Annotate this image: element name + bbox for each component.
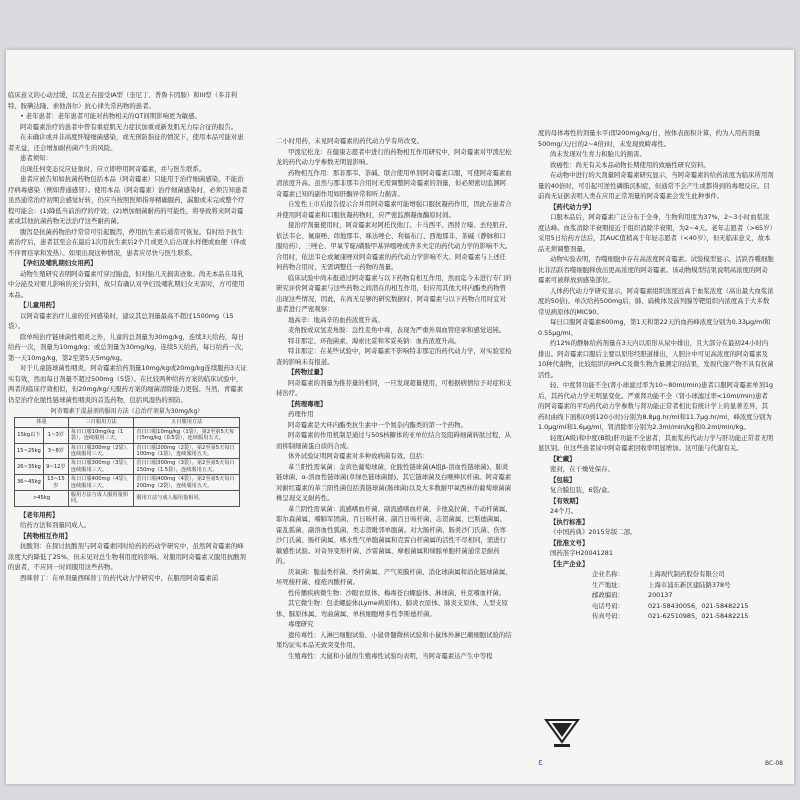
info-label: 电话号码： [592,601,624,610]
paragraph: 轻、中度肾功能不全(肾小球滤过率为10~80ml/min)患者口服阿奇霉素单剂1g后，其药代动力学无明显变化。严重肾功能不全（肾小球滤过率<10ml/min)患者的阿奇霉素的平均药代动力学参数与肾功能正常者相比有统计学上的显著差异，其药时曲线下面积(0到120小时)分别为8.8μg.hr/ml和11.7μg.hr/ml，峰浓度分别为1.0μg/ml和1.6μg/ml，肾清除率分别为2.3ml/min/kg和0.2ml/min/kg。 [538,381,774,431]
section-heading-pharmacokinetics: 【药代动力学】 [550,202,595,211]
paragraph: 地高辛：地高辛的血药浓度升高。 [288,315,384,324]
table-cell: 首日口服300mg（3袋），第2至第5天每日150mg（1.5袋），连续服用五天。 [134,459,240,475]
section-heading-manufacturer: 【生产企业】 [550,559,589,568]
manufacturer-info-row [538,590,774,601]
table-header-cell: 五日服用方法 [134,418,240,427]
column-left [8,90,248,780]
paragraph: 口服本品后，阿奇霉素广泛分布于全身，生物利用度为37%，2~3小时血浆浓度达峰。血浆消除半衰期接近于组织消除半衰期，为2~4天。老年志愿者（>65岁）采用5日给药方法后，其AUC值稍高于年轻志愿者（<40岁），但无临床意义，故本品无须调整剂量。 [538,213,773,253]
paragraph: 复合膜包装，6袋/盒。 [550,486,614,494]
ink-mark: ε [538,758,543,768]
table-cell: 每日口服400mg（4袋），连续服用三天。 [68,475,134,491]
paragraph: 厌氧菌：脆弱类杆菌、类杆菌属、产气荚膜杆菌、消化球菌属和消化链球菌属、坏死梭杆菌、痤疮丙酸杆菌。 [276,567,512,586]
paragraph: 革兰阴性需氧菌：流感嗜血杆菌、副流感嗜血杆菌、卡他莫拉菌、不动杆菌属、耶尔森菌属、嗜肺军团菌、百日咳杆菌、副百日咳杆菌、志贺菌属、巴斯德菌属、霍乱弧菌、副溶血性弧菌、类志贺毗邻单胞菌。对大肠杆菌、肠炎沙门氏菌、伤寒沙门氏菌、肠杆菌属、嗜水性气单胞菌属和克雷白杆菌属的活性不尽相同，需进行敏感性试验。对奇异变形杆菌、沙雷菌属、摩根菌属和绿脓单胞杆菌通常是耐药的。 [276,504,512,565]
paragraph: 对于儿童链球菌性咽炎，阿奇霉素给药剂量10mg/kg或20mg/kg连续服药3天证实有效，然而每日剂量不超过500mg（5袋）。在比较两种给药方案的临床试验中，两者的临床疗效相似，但20mg/kg/天服药方案的细菌清除能力更强。当然，青霉素仍是治疗化脓性链球菌性咽炎的首选药物，包括风湿热的预防。 [8,364,247,404]
paragraph: 在未确诊或并非高度怀疑细菌感染，或无预防指征的情况下，使用本品可能对患者无益，还会增加耐药菌产生的风险。 [8,133,244,152]
paragraph: 患者应被告知如抗菌药物包括本品（阿奇霉素）只能用于治疗细菌感染，不能治疗病毒感染（例如普通感冒）。使用本品（阿奇霉素）治疗细菌感染时，必须告知患者虽然通常治疗初期会感觉好转，仍应当按照医师指导精确服药，漏服或未完成整个疗程可能会：(1)降低当前治疗的疗效；(2)增加细菌耐药的可能性，将导致将来阿奇霉素或其他抗菌药物无法治疗这些耐药菌。 [8,175,248,225]
section-heading-standard: 【执行标准】 [550,517,589,526]
subheading: 药理作用 [288,410,314,418]
paragraph: 抗酸剂：在探讨抗酸剂与阿奇霉素同时给药的药动学研究中，虽然阿奇霉素的峰浓度大约降低了25%，但未见对总生物利用度的影响。对服用阿奇霉素又服用抗酸剂的患者，不应同一时间服用这些药物。 [8,542,246,572]
table-cell: 服用方法与成人服用量相同。 [134,491,240,507]
paragraph: 遗传毒性：人淋巴细胞试验、小鼠骨髓微核试验和小鼠体外淋巴瘤细胞试验的结果均证实本品无致突变作用。 [276,630,512,649]
info-label: 企业名称： [592,570,624,578]
paragraph: • 老年患者：老年患者可能对药物相关的QT间期影响更为敏感。 [20,112,201,120]
paragraph: 阿奇霉素是大环内酯类抗生素中一个氮杂内酯类的第一个药物。 [288,420,467,429]
table-row [15,491,240,507]
paragraph: 每日口服阿奇霉素600mg，第1天和第22天的血药峰浓度分别为0.33μg/ml和0.55μg/ml。 [538,318,771,337]
paragraph: 临床试验中尚未报道过阿奇霉素与以下药物有相互作用，然而迄今未进行专门的研究评价阿奇霉素与这些药物之间潜在的相互作用，但应用其他大环内酯类药物曾出现这些情况，因此，在尚无足够的研究数据时，阿奇霉素与以下药物合用时宜对患者进行严密观察： [276,273,512,313]
table-cell: 15kg以下 [15,427,44,443]
paragraph: 特非那定、环孢菌素、海索比妥和苯妥英钠：血药浓度升高。 [288,336,461,345]
table-cell: 每日口服10mg/kg（1袋），连续服用三天。 [68,427,134,443]
section-heading-approval-number: 【批准文号】 [550,538,589,547]
info-value: 021-58430056，021-58482215 [648,601,749,610]
table-header-cell: 三日服用方法 [68,418,134,427]
paragraph: 阿奇霉素的作用机制是通过与50S核糖体的亚单位结合及阻碍细菌转肽过程，从而抑制细菌蛋白质的合成。 [276,431,512,450]
table-cell: >45kg [15,491,69,507]
section-heading-pregnancy: 【孕妇及哺乳期妇女用药】 [20,259,97,267]
section-heading-interactions: 【药物相互作用】 [20,531,72,540]
section-heading-validity: 【有效期】 [550,496,582,505]
table-row [15,427,240,443]
table-cell: 13~15岁 [43,475,68,491]
table-cell: 36~45kg [15,475,44,491]
paragraph: 致癌性：尚无有关本品动物长期使用的致癌性研究资料。 [550,160,710,169]
paragraph: 轻度(A级)和中度(B级)肝功能不全患者，其血浆药代动力学与肝功能正常者无明显区别。但这些患者尿中阿奇霉素回收率明显增加。这可能与代谢有关。 [538,433,774,452]
paragraph: 阿奇霉素治疗的患者中曾有重症肌无力症状加重或新发肌无力综合征的报告。 [20,122,238,131]
section-heading-pharmacology: 【药理毒理】 [288,399,327,408]
table-cell: 1~3岁 [43,427,68,443]
info-label: 邮政编码： [592,591,624,599]
paragraph: 生殖毒性：大鼠和小鼠的生殖毒性试验均表明，当阿奇霉素达产生中等程 [288,651,493,660]
paragraph: 临床意义的心动过缓，以及正在接受IA型（奎尼丁、普鲁卡因胺）和III型（多非利特、胺碘达隆、索他洛尔）抗心律失常药物的患者。 [8,91,238,110]
paragraph: 二小时用药，未见阿奇霉素的药代动力学有所改变。 [276,137,423,145]
section-heading-package: 【包装】 [550,475,576,484]
table-cell: 首日口服200mg（2袋），第2至第5天每日100mg（1袋），连续服用五天。 [134,443,240,459]
info-label: 生产地址： [592,580,624,589]
column-middle [276,136,512,776]
paragraph: 特非那定：在某些试验中，阿奇霉素不影响特非那定的药代动力学，对实验室检查的影响未有报道。 [276,347,512,366]
paragraph: 体外试验证明阿奇霉素对多种致病菌有效。包括： [288,452,429,460]
paragraph: 性传播疾病微生物：沙眼衣原体、梅毒苍白螺旋体、淋球菌、杜克嗜血杆菌。 [288,588,506,597]
info-value: 200137 [648,591,673,599]
insert-code: BC-08 [765,760,783,767]
paragraph: 在动物中进行的大剂量阿奇霉素研究显示，当阿奇霉素的给药浓度为临床所用剂量的40倍时，可引起可逆性磷脂沉积症，但通常不会产生或都得到的毒理反应。目前尚无证据表明人类在应用正常剂量的阿奇霉素会发生此种事件。 [538,171,774,200]
table-cell: 每日口服200mg（2袋），连续服用三天。 [68,443,134,459]
paragraph: 自发性上市后报告提示合并用阿奇霉素可能增强口服抗凝药作用，因此在患者合并使用阿奇霉素和口服抗凝药物时，应严密监测凝血酶原时间。 [276,200,512,219]
paragraph: 以阿奇霉素治疗儿童的任何感染时，建议其总剂量最高不超过1500mg（15袋）。 [8,311,234,330]
table-row [15,443,240,459]
manufacturer-info-row [538,611,774,622]
table-cell: 3~8岁 [43,443,68,459]
dosage-table-title: 阿奇霉素干混悬剂的服用方法（总治疗剂量为30mg/kg） [50,408,204,415]
paragraph: 甲泼尼松龙：在健康志愿者中进行的药物相互作用研究中，阿奇霉素对甲泼尼松龙的药代动力学参数无明显影响。 [276,147,512,166]
table-cell: 首日口服400mg（4袋），第2至第5天每日200mg（2袋），连续服用五天。 [134,475,240,491]
paragraph: 尚未发现对生育力和胎儿的损害。 [550,150,646,158]
paragraph: 动物生殖研究表明阿奇霉素可穿过胎盘，但对胎儿无损害迹象。尚无本品在母乳中分泌及对婴儿影响的充分资料，故只有确认对孕妇及哺乳期妇女无害时，方可使用本品。 [8,269,245,299]
paragraph: 毒理研究 [288,620,314,628]
section-heading-elderly: 【老年用药】 [20,510,59,519]
table-row [15,459,240,475]
paragraph: 接治疗剂量使用时，阿奇霉素对阿托伐他汀、卡马西平、西替立嗪、去羟肌苷、依法韦仑、氟康唑、茚地那韦、咪达唑仑、利福布汀、西地那非、茶碱（静脉和口服给药）、三唑仑、甲氧苄啶/磺胺甲基异噁唑或齐多夫定的药代动力学的影响不大。合用时，依法韦仑或氟康唑对阿奇霉素的药代动力学影响不大。阿奇霉素与上述任何药物合用时，无需调整任一药物的剂量。 [276,221,512,271]
info-label: 传真号码： [592,612,624,620]
dosage-table [14,408,240,507]
table-row [15,475,240,491]
manufacturer-info-row [538,580,774,591]
info-value: 上海市浦东新区建陆路378号 [648,580,731,589]
info-value: 021-62510985，021-58482215 [648,612,749,620]
info-value: 上海现代制药股份有限公司 [648,570,725,578]
table-cell: 15~25kg [15,443,44,459]
paragraph: 约12%的静脉给药剂量在3天内以原形从尿中排出，且大部分在最初24小时内排出。阿奇霉素口服后主要以原形经胆道排出，人胆汁中可见高浓度的阿奇霉素及10种代谢物，比较组织的HPLC及微生物含量测定的结果，发现代谢产物不具有抗菌活性。 [538,339,774,379]
table-cell: 每日口服300mg（3袋），连续服用三天。 [68,459,134,475]
paragraph: 患者须知： [20,154,52,162]
paragraph: 给药方法和剂量同成人。 [20,521,91,530]
paragraph: 密封，在干燥处保存。 [550,465,614,473]
manufacturer-info-row [538,601,774,612]
paragraph: 《中国药典》2015年版二部。 [550,528,637,536]
paragraph: 麦角胺或双氢麦角胺：急性麦角中毒，表现为严重外周血管痉挛和感觉迟钝。 [288,326,506,334]
manufacturer-info-row [538,569,774,580]
paragraph: 腹泻是抗菌药物治疗常常可引起腹泻，停用抗生素后通常可恢复。有时给予抗生素治疗后，患者甚至会在最后1次用抗生素后2个月或更久后出现水样便或血便（伴或不伴胃痉挛和发热）。如果出现这种情况，患者应尽快与医生联系。 [8,227,247,257]
paragraph: 动物实验表明，吞噬细胞中存在高浓度阿奇霉素。试验模型显示，活跃吞噬细胞比非活跃吞噬细胞释放出更高浓度的阿奇霉素。该动物模型结果说明高浓度的阿奇霉素可被释放到感染部位。 [538,255,774,284]
paragraph: 阿奇霉素的剂量为推荐量的相同，一旦发现超量使用，可根据病情给予对症和支持治疗。 [276,378,512,397]
paragraph: 出现任何变态反应征象时，应立即停用阿奇霉素，并与医生联系。 [20,164,206,173]
section-heading-storage: 【贮藏】 [550,454,576,463]
table-header-cell: 体重 [15,418,69,427]
paragraph: 西咪替丁：在单剂量西咪替丁的药代动力学研究中，在服用阿奇霉素前 [20,573,219,582]
paragraph: 其它微生物：包柔螺旋体(Lyme病原体)、肺炎衣原体、肺炎支原体、人型支原体、脲原体属、弯曲菌属、单核细胞增多性李斯德杆菌。 [276,599,509,618]
table-cell: 首日口服10mg/kg（1袋），第2至第5天每日5mg/kg（0.5袋），连续服用五天。 [134,427,240,443]
table-cell: 9~12岁 [43,459,68,475]
section-heading-overdose: 【药物过量】 [288,368,327,376]
manufacturer-logo-icon [540,712,584,752]
table-cell: 26~35kg [15,459,44,475]
table-cell: 服用方法与成人服用量相同。 [68,491,134,507]
section-heading-children: 【儿童用药】 [20,301,59,309]
paragraph: 24个月。 [550,507,578,515]
paragraph: 度的母体毒性的剂量水平(即200mg/kg/日，按体表面积计算，约为人用药剂量500mg/天/日的2~4倍)时，未发现致畸毒性。 [538,129,761,148]
paragraph: 药物相互作用：那非那韦、茶碱、联合使用单剂阿奇霉素口服，可使阿奇霉素血清浓度升高。虽然与那非那韦合用时无需调整阿奇霉素的剂量，但必须密切监测阿奇霉素已知的副作用如肝酶异常和听力损害。 [276,168,512,198]
paragraph: 国药准字H20041281 [550,549,613,557]
paragraph: 人体药代动力学研究显示，阿奇霉素组织浓度远高于血浆浓度（高出最大血浆浓度的50倍)。单次给药500mg后，肺、扁桃体及前列腺等靶组织内浓度高于大多数常见病原体的MIC90。 [538,286,774,316]
column-right [538,128,774,768]
paragraph: 除单纯治疗链球菌性咽炎之外，儿童的总剂量为30mg/kg，连续3天给药，每日给药一次，剂量为10mg/kg；或总剂量为30mg/kg，连续5天给药，每日给药一次，第一天10mg/kg，第2至第5天5mg/kg。 [8,332,248,362]
paragraph: 革兰阳性需氧菌：金黄色葡萄球菌、化脓性链球菌(A组β-溶血性链球菌)、肺炎链球菌、α-溶血性链球菌(草绿色链球菌群)、其它链球菌及白喉棒状杆菌。阿奇霉素对耐红霉素的革兰阳性菌包括粪链球菌(肠球菌)以及大多数耐甲氧西林的葡萄球菌菌株呈现交叉耐药性。 [276,462,512,502]
